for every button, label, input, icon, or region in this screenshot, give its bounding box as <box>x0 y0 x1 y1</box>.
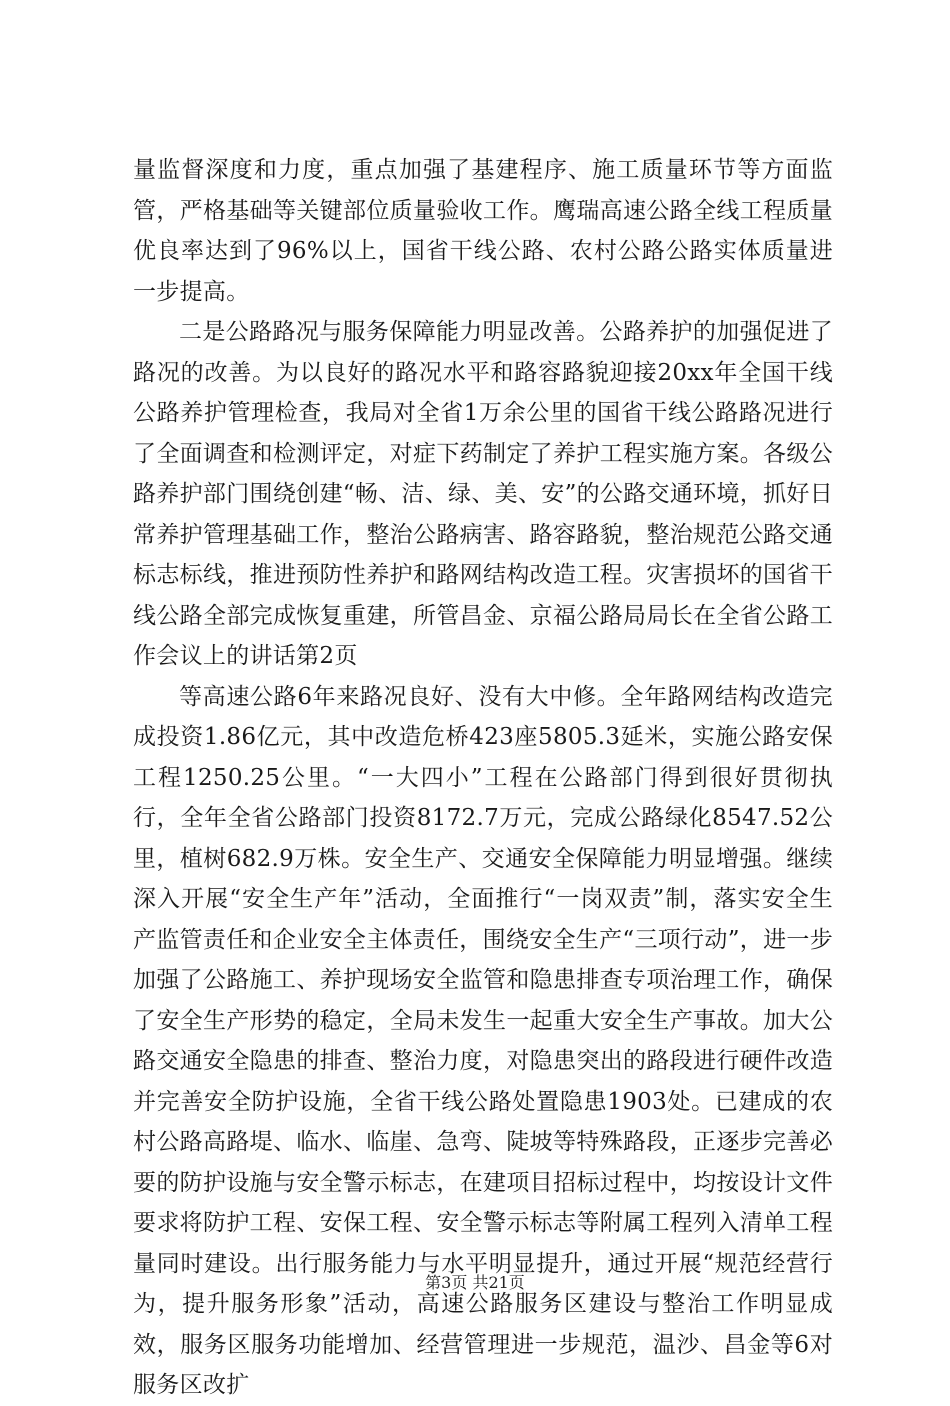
body-text <box>133 150 833 1406</box>
page-number-footer: 第3页 共21页 <box>425 1273 525 1292</box>
paragraph-continued: 量监督深度和力度，重点加强了基建程序、施工质量环节等方面监管，严格基础等关键部位质量验收工作。鹰瑞高速公路全线工程质量优良率达到了96%以上，国省干线公路、农村公路公路实体质量进一步提高。 <box>133 157 833 305</box>
paragraph-safety-service: 等高速公路6年来路况良好、没有大中修。全年路网结构改造完成投资1.86亿元，其中改造危桥423座5805.3延米，实施公路安保工程1250.25公里。“一大四小”工程在公路部门得到很好贯彻执行，全年全省公路部门投资8172.7万元，完成公路绿化8547.52公里，植树682.9万株。安全生产、交通安全保障能力明显增强。继续深入开展“安全生产年”活动，全面推行“一岗双责”制，落实安全生产监管责任和企业安全主体责任，围绕安全生产“三项行动”，进一步加强了公路施工、养护现场安全监管和隐患排查专项治理工作，确保了安全生产形势的稳定，全局未发生一起重大安全生产事故。加大公路交通安全隐患的排查、整治力度，对隐患突出的路段进行硬件改造并完善安全防护设施，全省干线公路处置隐患1903处。已建成的农村公路高路堤、临水、临崖、急弯、陡坡等特殊路段，正逐步完善必要的防护设施与安全警示标志，在建项目招标过程中，均按设计文件要求将防护工程、安保工程、安全警示标志等附属工程列入清单工程量同时建设。出行服务能力与水平明显提升，通过开展“规范经营行为，提升服务形象”活动，高速公路服务区建设与整治工作明显成效，服务区服务功能增加、经营管理进一步规范，温沙、昌金等6对服务区改扩 <box>133 683 833 1398</box>
paragraph-road-condition: 二是公路路况与服务保障能力明显改善。公路养护的加强促进了路况的改善。为以良好的路况水平和路容路貌迎接20xx年全国干线公路养护管理检查，我局对全省1万余公里的国省干线公路路况进行了全面调查和检测评定，对症下药制定了养护工程实施方案。各级公路养护部门围绕创建“畅、洁、绿、美、安”的公路交通环境，抓好日常养护管理基础工作，整治公路病害、路容路貌，整治规范公路交通标志标线，推进预防性养护和路网结构改造工程。灾害损坏的国省干线公路全部完成恢复重建，所管昌金、京福公路局局长在全省公路工作会议上的讲话第2页 <box>133 319 833 669</box>
